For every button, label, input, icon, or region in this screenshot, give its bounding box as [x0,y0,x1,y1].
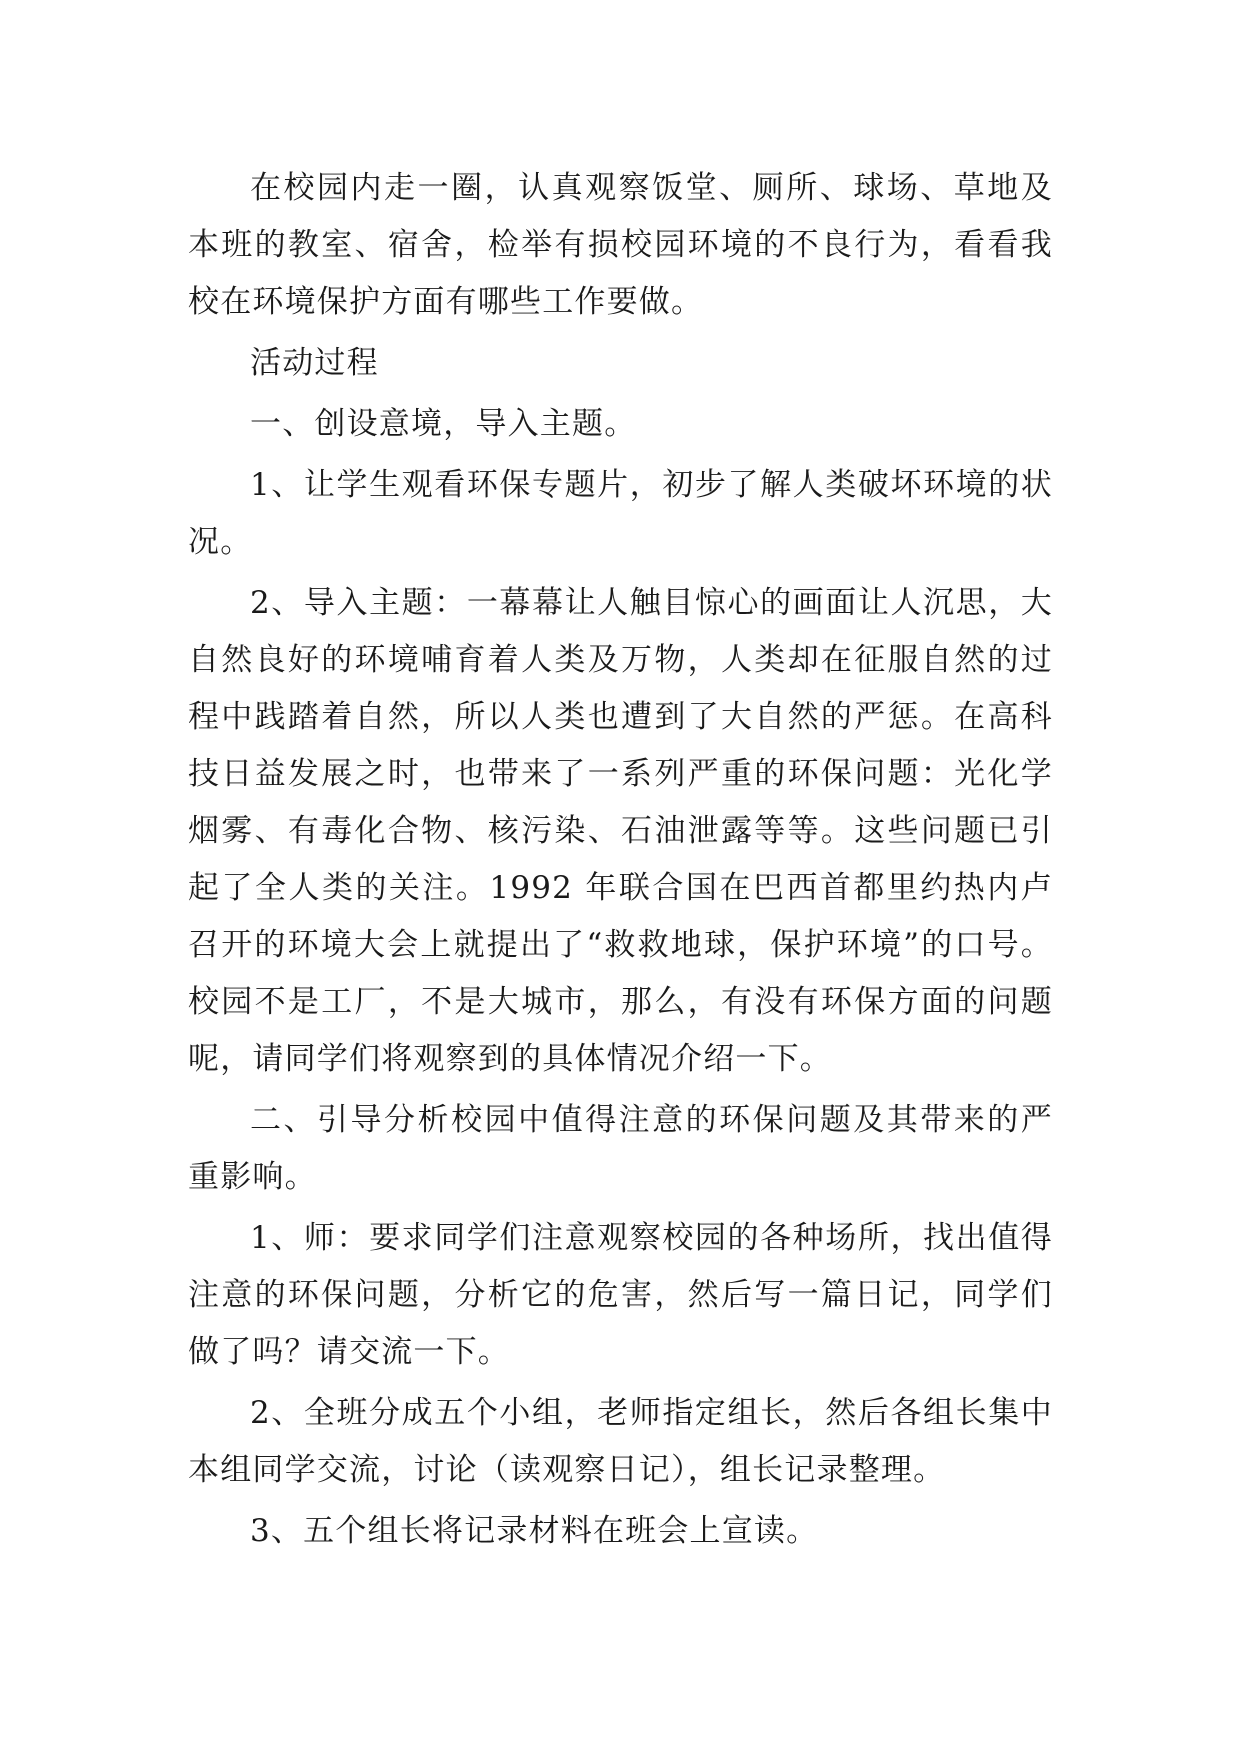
heading-section-one: 一、创设意境，导入主题。 [250,406,637,442]
paragraph-report-step: 3、五个组长将记录材料在班会上宣读。 [250,1513,819,1549]
paragraph-teacher-step: 1、师：要求同学们注意观察校园的各种场所，找出值得注意的环保问题，分析它的危害，然后写一篇日记，同学们做了吗？请交流一下。 [188,1220,1053,1370]
document-body [188,160,1053,1564]
heading-section-two: 二、引导分析校园中值得注意的环保问题及其带来的严重影响。 [188,1102,1053,1195]
heading-activity-process: 活动过程 [250,345,379,381]
paragraph-group-step: 2、全班分成五个小组，老师指定组长，然后各组长集中本组同学交流，讨论（读观察日记），组长记录整理。 [188,1395,1053,1488]
paragraph-step-1: 1、让学生观看环保专题片，初步了解人类破坏环境的状况。 [188,467,1053,560]
paragraph-step-2: 2、导入主题：一幕幕让人触目惊心的画面让人沉思，大自然良好的环境哺育着人类及万物，人类却在征服自然的过程中践踏着自然，所以人类也遭到了大自然的严惩。在高科技日益发展之时，也带来了一系列严重的环保问题：光化学烟雾、有毒化合物、核污染、石油泄露等等。这些问题已引起了全人类的关注。1992 年联合国在巴西首都里约热内卢召开的环境大会上就提出了“救救地球，保护环境”的口号。校园不是工厂，不是大城市，那么，有没有环保方面的问题呢，请同学们将观察到的具体情况介绍一下。 [188,585,1053,1077]
paragraph-observation-task: 在校园内走一圈，认真观察饭堂、厕所、球场、草地及本班的教室、宿舍，检举有损校园环境的不良行为，看看我校在环境保护方面有哪些工作要做。 [188,170,1053,320]
